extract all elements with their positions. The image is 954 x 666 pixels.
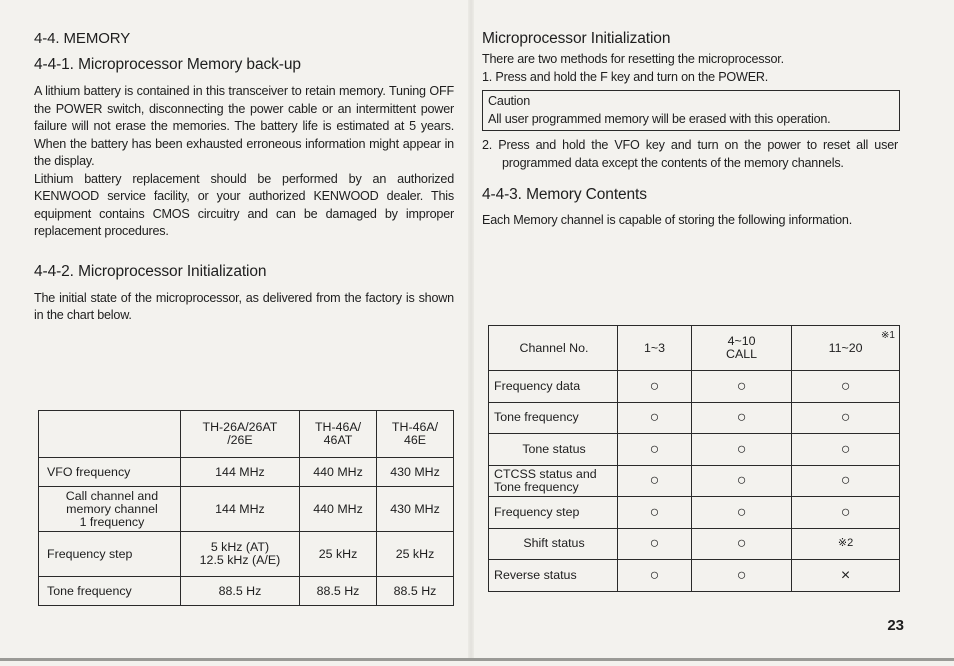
table-header-cell	[180, 411, 299, 458]
circle-mark: ○	[691, 434, 791, 466]
page-edge	[0, 658, 954, 661]
row-label: Tone frequency	[39, 577, 181, 606]
row-label	[39, 487, 181, 532]
section-heading: 4-4. MEMORY	[34, 30, 131, 47]
row-label: Tone status	[489, 434, 618, 466]
header-text: TH-46A/ 46AT	[314, 420, 362, 447]
table-cell	[180, 532, 299, 577]
table-cell: 430 MHz	[377, 487, 454, 532]
table-header-row	[489, 326, 900, 371]
table-row	[489, 560, 900, 592]
table-cell: 144 MHz	[180, 458, 299, 487]
subsection-heading-contents: 4-4-3. Memory Contents	[482, 186, 647, 203]
init-paragraph: The initial state of the microprocessor, as delivered from the factory is shown in the chart below.	[34, 290, 454, 322]
reset-step-1: 1. Press and hold the F key and turn on the POWER.	[482, 69, 769, 84]
row-label-text: Call channel and memory channel 1 frequency	[65, 488, 159, 529]
table-row	[39, 532, 454, 577]
caution-text: All user programmed memory will be erased with this operation.	[488, 111, 831, 126]
table-row	[489, 528, 900, 560]
header-text: TH-26A/26AT /26E	[202, 420, 278, 447]
circle-mark: ○	[618, 497, 692, 529]
contents-paragraph: Each Memory channel is capable of storing the following information.	[482, 213, 853, 227]
backup-paragraph-1: A lithium battery is contained in this transceiver to retain memory. Tuning OFF the POWER switch, disconnecting the power cable or an intermittent power failure will not erase the memories. The battery life is estimated at 5 years. When the battery has been exhausted erroneous information might appear in the display.	[34, 84, 454, 168]
backup-paragraph-2: Lithium battery replacement should be performed by an authorized KENWOOD service facility, or your authorized KENWOOD dealer. This equipment contains CMOS circuitry and can be damaged by improper replacement procedures.	[34, 171, 454, 238]
header-text: TH-46A/ 46E	[391, 420, 439, 447]
reset-heading: Microprocessor Initialization	[482, 30, 671, 47]
factory-defaults-table	[38, 410, 454, 606]
row-label: VFO frequency	[39, 458, 181, 487]
table-row	[39, 577, 454, 606]
row-label: Frequency data	[489, 371, 618, 403]
row-label: Reverse status	[489, 560, 618, 592]
reset-intro: There are two methods for resetting the microprocessor.	[482, 52, 784, 66]
caution-title: Caution	[488, 94, 531, 108]
circle-mark: ○	[691, 465, 791, 497]
table-cell: 88.5 Hz	[300, 577, 377, 606]
row-label	[489, 465, 618, 497]
footnote-mark-1: ※1	[881, 330, 895, 341]
subsection-heading-init: 4-4-2. Microprocessor Initialization	[34, 262, 267, 280]
row-label: Frequency step	[489, 497, 618, 529]
circle-mark: ○	[618, 434, 692, 466]
table-header-cell: 1~3	[618, 326, 692, 371]
left-column	[34, 30, 454, 325]
circle-mark: ○	[691, 560, 791, 592]
memory-contents-table	[488, 325, 900, 592]
table-cell: 144 MHz	[180, 487, 299, 532]
circle-mark: ○	[618, 465, 692, 497]
table-cell: 88.5 Hz	[377, 577, 454, 606]
table-cell: 88.5 Hz	[180, 577, 299, 606]
circle-mark: ○	[691, 497, 791, 529]
table-row	[489, 465, 900, 497]
table-header-cell	[300, 411, 377, 458]
table-cell: 440 MHz	[300, 487, 377, 532]
page-gutter	[468, 0, 474, 658]
header-text: 4~10 CALL	[726, 334, 758, 361]
table-cell: 25 kHz	[377, 532, 454, 577]
circle-mark: ○	[792, 371, 900, 403]
table-row	[39, 458, 454, 487]
right-column	[482, 30, 898, 230]
subsection-heading-backup: 4-4-1. Microprocessor Memory back-up	[34, 56, 301, 73]
table-row	[489, 402, 900, 434]
cross-mark: ×	[792, 560, 900, 592]
table-cell: 430 MHz	[377, 458, 454, 487]
circle-mark: ○	[792, 497, 900, 529]
row-label: Shift status	[489, 528, 618, 560]
circle-mark: ○	[618, 528, 692, 560]
table-row	[489, 497, 900, 529]
table-row	[489, 434, 900, 466]
footnote-mark-2: ※2	[792, 528, 900, 560]
circle-mark: ○	[618, 371, 692, 403]
table-header-cell	[377, 411, 454, 458]
circle-mark: ○	[792, 465, 900, 497]
row-label-text: CTCSS status and Tone frequency	[494, 466, 597, 494]
table-header-cell	[792, 326, 900, 371]
circle-mark: ○	[618, 560, 692, 592]
table-header-row	[39, 411, 454, 458]
row-label: Tone frequency	[489, 402, 618, 434]
table-header-cell: Channel No.	[489, 326, 618, 371]
table-header-cell	[691, 326, 791, 371]
circle-mark: ○	[792, 402, 900, 434]
caution-box	[482, 90, 900, 131]
circle-mark: ○	[691, 371, 791, 403]
reset-step-2: 2. Press and hold the VFO key and turn on the power to reset all user programmed data except the contents of the memory channels.	[482, 138, 898, 170]
table-row	[489, 371, 900, 403]
circle-mark: ○	[691, 402, 791, 434]
circle-mark: ○	[691, 528, 791, 560]
cell-text: 5 kHz (AT) 12.5 kHz (A/E)	[199, 540, 281, 567]
table-row	[39, 487, 454, 532]
table-cell: 25 kHz	[300, 532, 377, 577]
row-label: Frequency step	[39, 532, 181, 577]
table-header-cell	[39, 411, 181, 458]
table-cell: 440 MHz	[300, 458, 377, 487]
circle-mark: ○	[792, 434, 900, 466]
circle-mark: ○	[618, 402, 692, 434]
header-text: 11~20	[828, 340, 863, 355]
page-number: 23	[887, 617, 904, 634]
